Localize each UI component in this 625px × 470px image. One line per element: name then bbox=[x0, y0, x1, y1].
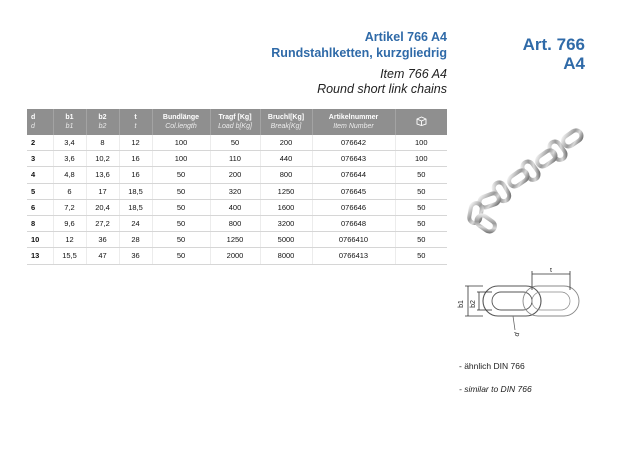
table-row bbox=[27, 215, 447, 231]
chain-photo bbox=[462, 125, 590, 237]
spec-table bbox=[27, 109, 447, 265]
table-cell: 12 bbox=[53, 232, 86, 248]
table-cell: 076644 bbox=[312, 167, 395, 183]
table-cell: 3 bbox=[27, 151, 53, 167]
col-d: d d bbox=[27, 109, 53, 135]
box-icon bbox=[416, 116, 427, 126]
table-cell: 50 bbox=[395, 167, 447, 183]
table-cell: 50 bbox=[395, 199, 447, 215]
col-pack bbox=[395, 109, 447, 135]
table-cell: 076642 bbox=[312, 135, 395, 151]
table-cell: 1600 bbox=[260, 199, 312, 215]
table-cell: 13 bbox=[27, 248, 53, 264]
table-cell: 8000 bbox=[260, 248, 312, 264]
table-cell: 5 bbox=[27, 183, 53, 199]
table-cell: 4 bbox=[27, 167, 53, 183]
table-cell: 100 bbox=[152, 151, 210, 167]
table-cell: 100 bbox=[395, 135, 447, 151]
table-cell: 0766413 bbox=[312, 248, 395, 264]
col-load: Tragf [Kg] Load b[Kg] bbox=[210, 109, 260, 135]
subtitle-de: Rundstahlketten, kurzgliedrig bbox=[271, 46, 447, 60]
table-cell: 50 bbox=[152, 167, 210, 183]
table-cell: 36 bbox=[119, 248, 152, 264]
table-cell: 0766410 bbox=[312, 232, 395, 248]
article-grade: A4 bbox=[563, 54, 585, 73]
table-cell: 200 bbox=[210, 167, 260, 183]
table-cell: 076648 bbox=[312, 215, 395, 231]
col-b1: b1 b1 bbox=[53, 109, 86, 135]
table-cell: 320 bbox=[210, 183, 260, 199]
table-cell: 110 bbox=[210, 151, 260, 167]
table-cell: 28 bbox=[119, 232, 152, 248]
table-cell: 50 bbox=[152, 232, 210, 248]
table-cell: 6 bbox=[53, 183, 86, 199]
table-cell: 50 bbox=[152, 183, 210, 199]
table-row bbox=[27, 151, 447, 167]
table-header-row bbox=[27, 109, 447, 135]
table-cell: 3,6 bbox=[53, 151, 86, 167]
table-cell: 47 bbox=[86, 248, 119, 264]
table-cell: 8 bbox=[86, 135, 119, 151]
table-row bbox=[27, 199, 447, 215]
table-cell: 6 bbox=[27, 199, 53, 215]
table-cell: 4,8 bbox=[53, 167, 86, 183]
table-cell: 440 bbox=[260, 151, 312, 167]
table-cell: 9,6 bbox=[53, 215, 86, 231]
table-cell: 27,2 bbox=[86, 215, 119, 231]
table-cell: 800 bbox=[210, 215, 260, 231]
table-row bbox=[27, 183, 447, 199]
norm-note-de: - ähnlich DIN 766 bbox=[459, 361, 525, 371]
table-cell: 10,2 bbox=[86, 151, 119, 167]
table-cell: 2000 bbox=[210, 248, 260, 264]
table-cell: 8 bbox=[27, 215, 53, 231]
table-cell: 18,5 bbox=[119, 183, 152, 199]
table-cell: 800 bbox=[260, 167, 312, 183]
table-cell: 1250 bbox=[210, 232, 260, 248]
table-row bbox=[27, 232, 447, 248]
table-cell: 400 bbox=[210, 199, 260, 215]
label-d: d bbox=[513, 331, 522, 338]
table-cell: 50 bbox=[152, 215, 210, 231]
title-de: Artikel 766 A4 bbox=[364, 30, 447, 44]
table-cell: 3200 bbox=[260, 215, 312, 231]
table-cell: 10 bbox=[27, 232, 53, 248]
subtitle-en: Round short link chains bbox=[317, 82, 447, 96]
table-cell: 2 bbox=[27, 135, 53, 151]
title-en: Item 766 A4 bbox=[380, 67, 447, 81]
table-cell: 200 bbox=[260, 135, 312, 151]
table-cell: 1250 bbox=[260, 183, 312, 199]
table-cell: 24 bbox=[119, 215, 152, 231]
table-cell: 50 bbox=[210, 135, 260, 151]
table-row bbox=[27, 248, 447, 264]
table-cell: 20,4 bbox=[86, 199, 119, 215]
article-number: Art. 766 bbox=[522, 35, 585, 54]
label-t: t bbox=[550, 268, 552, 274]
table-cell: 16 bbox=[119, 167, 152, 183]
col-t: t t bbox=[119, 109, 152, 135]
table-cell: 36 bbox=[86, 232, 119, 248]
label-b1: b1 bbox=[458, 300, 465, 308]
table-row bbox=[27, 167, 447, 183]
col-b2: b2 b2 bbox=[86, 109, 119, 135]
table-cell: 100 bbox=[152, 135, 210, 151]
table-cell: 50 bbox=[395, 248, 447, 264]
table-cell: 50 bbox=[152, 248, 210, 264]
table-cell: 50 bbox=[395, 232, 447, 248]
table-cell: 076645 bbox=[312, 183, 395, 199]
table-cell: 076646 bbox=[312, 199, 395, 215]
table-cell: 076643 bbox=[312, 151, 395, 167]
table-cell: 5000 bbox=[260, 232, 312, 248]
label-b2: b2 bbox=[470, 300, 477, 308]
table-cell: 50 bbox=[395, 215, 447, 231]
table-row bbox=[27, 135, 447, 151]
table-cell: 7,2 bbox=[53, 199, 86, 215]
norm-note-en: - similar to DIN 766 bbox=[459, 384, 532, 394]
col-length: Bundlänge Col.length bbox=[152, 109, 210, 135]
link-drawing bbox=[457, 268, 582, 340]
table-cell: 12 bbox=[119, 135, 152, 151]
table-cell: 18,5 bbox=[119, 199, 152, 215]
table-cell: 17 bbox=[86, 183, 119, 199]
table-cell: 100 bbox=[395, 151, 447, 167]
col-item-number: Artikelnummer Item Number bbox=[312, 109, 395, 135]
table-cell: 16 bbox=[119, 151, 152, 167]
table-cell: 13,6 bbox=[86, 167, 119, 183]
table-cell: 50 bbox=[395, 183, 447, 199]
table-cell: 50 bbox=[152, 199, 210, 215]
table-cell: 15,5 bbox=[53, 248, 86, 264]
col-break: Bruchl[Kg] Break[Kg] bbox=[260, 109, 312, 135]
table-cell: 3,4 bbox=[53, 135, 86, 151]
